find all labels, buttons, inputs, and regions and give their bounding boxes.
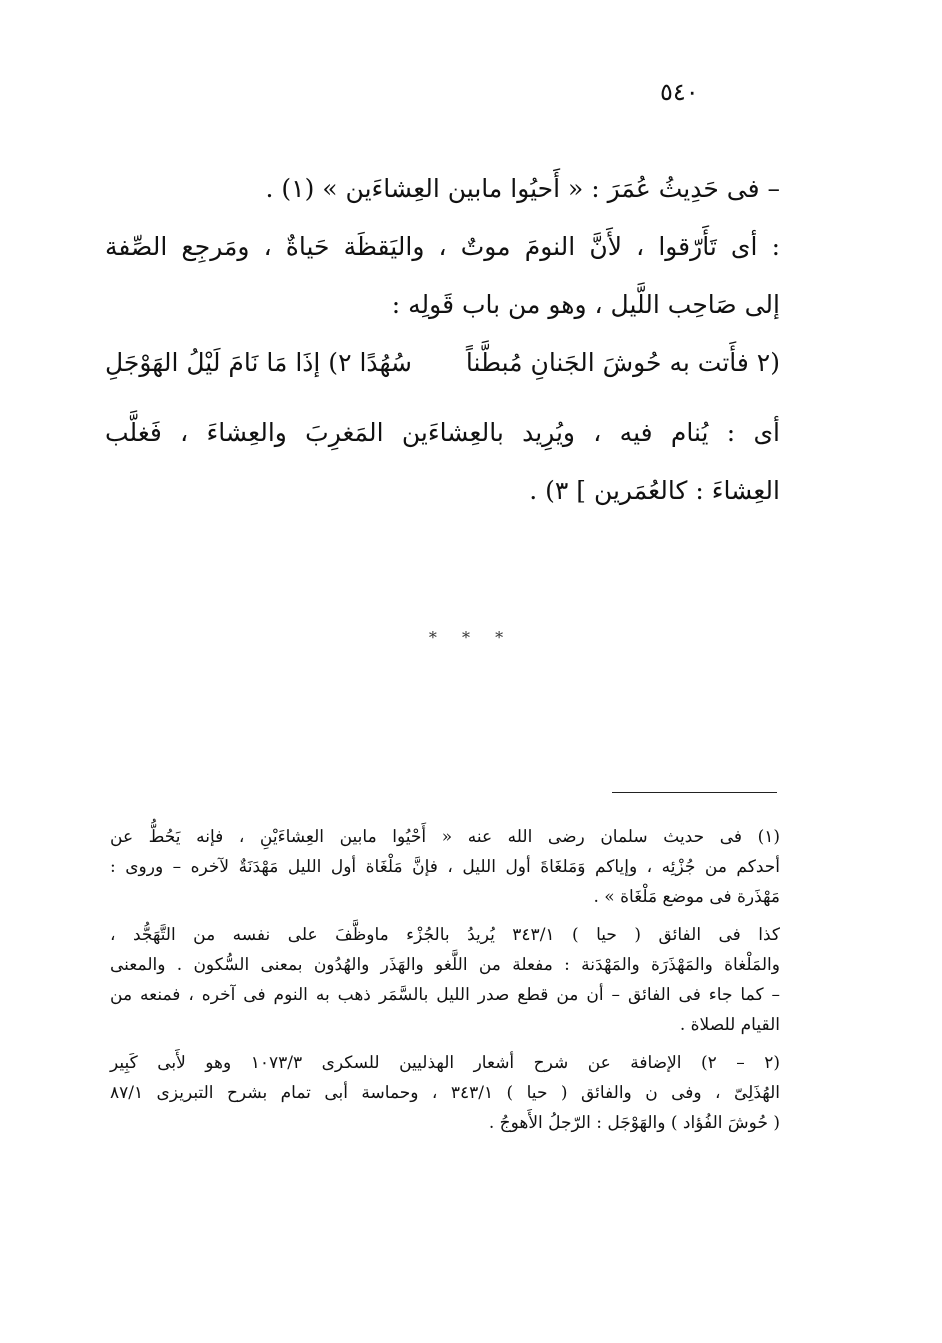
commentary-line: : أى تَأَرّقوا ، لأَنَّ النومَ موتٌ ، واليَقظَة حَياةٌ ، ومَرجِع الصِّفة	[105, 232, 780, 261]
footnote-line: (٢ – ٢) الإضافة عن شرح أشعار الهذليين للسكرى ١٠٧٣/٣ وهو لأَبى كَبِير	[110, 1053, 781, 1073]
footnote-line: (١) فى حديث سلمان رضى الله عنه « أَحْيُوا مابين العِشاءَيْنِ ، فإنه يَحُطُّ عن	[110, 827, 780, 847]
poetry-verse	[105, 334, 780, 392]
footnote	[110, 1048, 780, 1138]
commentary-line: العِشاءَ : كالعُمَرين ] ٣) .	[529, 476, 780, 505]
footnote-line: – كما جاء فى الفائق – أن من قطع صدر الليل بالسَّمَر ذهب به النوم فى آخره ، فمنعه من	[110, 985, 780, 1005]
footnote-line: والمَلْغاة والمَهْذَرَة والمَهْدَنة : مفعلة من اللَّغو والهَذَر والهُدُون بمعنى السُّكون . والمعنى	[110, 955, 780, 975]
footnote-divider	[612, 792, 777, 793]
footnote-line: ( حُوشَ الفُؤاد ) والهَوْجَل : الرّجلُ الأَهوجُ .	[488, 1113, 780, 1133]
page-number: ٥٤٠	[660, 78, 699, 106]
verse-second-hemistich: سُهُدًا ٢) إذَا مَا نَامَ لَيْلُ الهَوْجَلِ	[105, 348, 412, 377]
commentary-line: أى : يُنام فيه ، ويُرِيد بالعِشاءَين المَغرِبَ والعِشاءَ ، فَغلَّب	[105, 418, 780, 447]
verse-first-hemistich: (٢ فأَتت به حُوشَ الجَنانِ مُبطَّناً	[465, 348, 780, 377]
section-separator: * * *	[428, 628, 514, 647]
footnotes	[110, 822, 780, 1146]
commentary-line: إلى صَاحِب اللَّيل ، وهو من باب قَولِه :	[391, 290, 780, 319]
footnote	[110, 920, 780, 1040]
footnote-line: القيام للصلاة .	[679, 1015, 780, 1035]
hadith-line: – فى حَدِيثُ عُمَرَ : « أَحيُوا مابين العِشاءَين » (١) .	[265, 174, 780, 203]
footnote-line: أحدكم من جُزْئِه ، وإياكم وَمَلغَاةَ أول الليل ، فإنَّ مَلْغَاة أول الليل مَهْدَنَةٌ لآخره – وروى :	[110, 857, 780, 877]
footnote	[110, 822, 780, 912]
footnote-line: الهُذَلِىّ ، وفى ن والفائق ( حيا ) ٣٤٣/١ ، وحماسة أبى تمام بشرح التبريزى ٨٧/١	[110, 1083, 780, 1103]
footnote-line: مَهْذَرة فى موضع مَلْغَاة » .	[593, 887, 780, 907]
main-text	[105, 160, 780, 520]
footnote-line: كذا فى الفائق ( حيا ) ٣٤٣/١ يُريدُ بالجُزْء ماوظَّفَ على نفسه من التَّهَجُّد ،	[110, 925, 780, 945]
